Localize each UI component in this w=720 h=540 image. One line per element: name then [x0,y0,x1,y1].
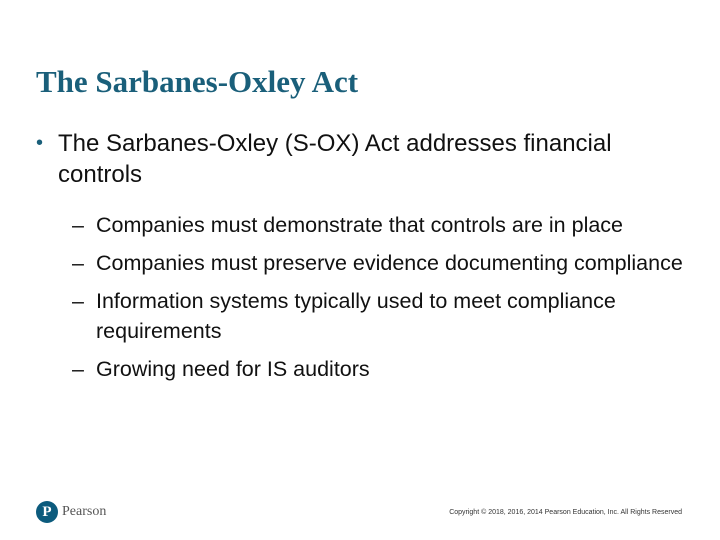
pearson-logo-icon: P [36,501,58,523]
sub-bullet-text: Companies must demonstrate that controls are in place [96,213,624,237]
sub-bullet-text: Growing need for IS auditors [96,357,370,381]
sub-bullet [36,210,686,240]
slide-title: The Sarbanes-Oxley Act [36,64,359,99]
sub-bullet [36,248,686,278]
dash-marker: – [72,289,84,313]
copyright-notice: Copyright © 2018, 2016, 2014 Pearson Education, Inc. All Rights Reserved [449,509,682,516]
main-bullet-text: The Sarbanes-Oxley (S-OX) Act addresses financial controls [58,130,612,188]
sub-bullet-list [36,210,686,384]
pearson-logo [36,501,106,523]
slide-body [36,128,686,392]
dash-marker: – [72,357,84,381]
sub-bullet-text: Companies must preserve evidence documenting compliance [96,251,683,275]
dash-marker: – [72,251,84,275]
bullet-marker: • [36,132,44,154]
main-bullet [36,128,686,190]
sub-bullet [36,286,686,346]
sub-bullet [36,354,686,384]
sub-bullet-text: Information systems typically used to meet compliance requirements [96,289,616,343]
pearson-logo-text: Pearson [62,504,107,519]
dash-marker: – [72,213,84,237]
